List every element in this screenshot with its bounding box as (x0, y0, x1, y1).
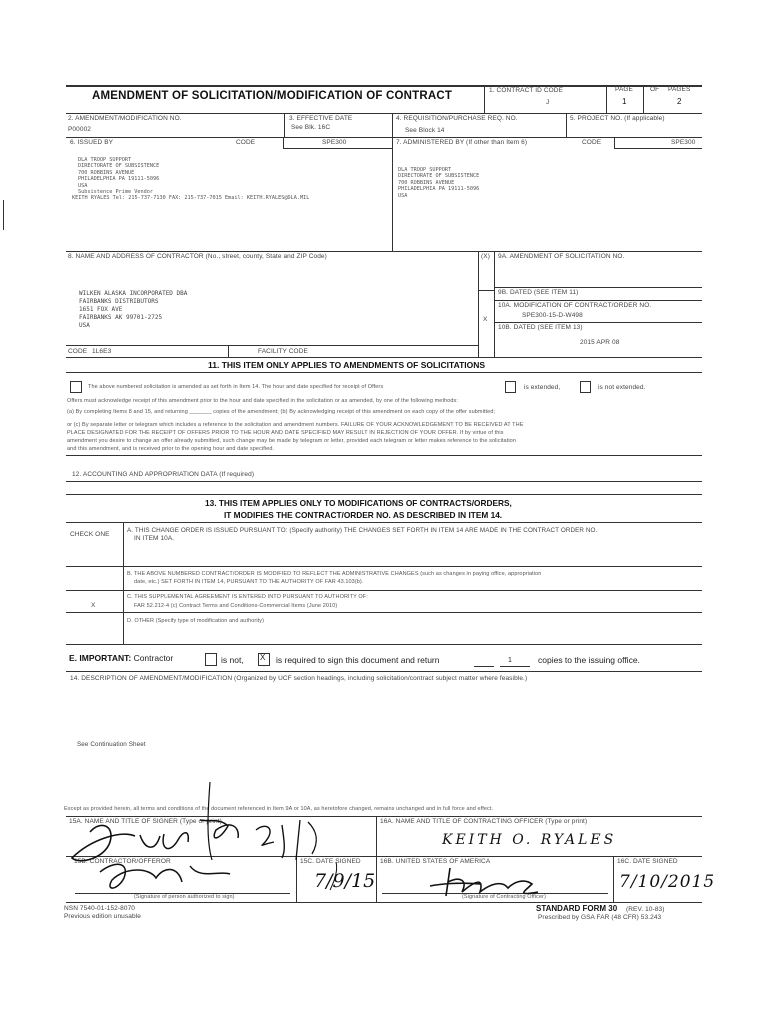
item16b-sig-caption: (Signature of Contracting Officer) (462, 894, 547, 900)
item-13d-line: D. OTHER (Specify type of modification and authority) (127, 618, 265, 624)
important-text3: copies to the issuing office. (538, 655, 640, 665)
pages-label: PAGES (668, 86, 691, 93)
administered-by-address: DLA TROOP SUPPORT DIRECTORATE OF SUBSISTENCE 700 ROBBINS AVENUE PHILADELPHIA PA 19111-5096 USA (398, 167, 480, 199)
section11-line2: Offers must acknowledge receipt of this amendment prior to the hour and date specified in the solicitation or as amended, by one of the following methods: (67, 398, 459, 404)
copies-value: 1 (508, 657, 512, 664)
item16c-value: 7/10/2015 (619, 872, 716, 892)
administered-code-value: SPE300 (671, 139, 696, 146)
nsn-label: NSN 7540-01-152-8070 (64, 905, 136, 912)
amendment-no-value: P00002 (68, 126, 92, 133)
section11-line5: PLACE DESIGNATED FOR THE RECEIPT OF OFFERS PRIOR TO THE HOUR AND DATE SPECIFIED MAY RESULT IN REJECTION OF YOUR OFFER. If by virtue of this (67, 430, 504, 436)
item15c-value: 7/9/15 (314, 870, 376, 892)
not-extended-checkbox[interactable] (580, 381, 591, 393)
is-not-label: is not, (221, 655, 244, 665)
section11-line1: The above numbered solicitation is amended as set forth in Item 14. The hour and date specified for receipt of Offers (88, 384, 384, 390)
issued-by-address: DLA TROOP SUPPORT DIRECTORATE OF SUBSISTENCE 700 ROBBINS AVENUE PHILADELPHIA PA 19111-5096 USA Subsistence Prime Vendor KEITH RYALES Tel: 215-737-7130 FAX: 215-737-7015 Email: KEITH.RYALES@DLA.MIL (72, 157, 310, 202)
important-text1: Contractor (133, 653, 174, 663)
item15b-label: 15B. CONTRACTOR/OFFEROR (74, 858, 171, 865)
item-13c-mark: X (91, 602, 96, 609)
requisition-label: 4. REQUISITION/PURCHASE REQ. NO. (396, 115, 518, 122)
item15a-label: 15A. NAME AND TITLE OF SIGNER (Type or print) (69, 818, 222, 825)
sf30-label: STANDARD FORM 30 (536, 904, 618, 913)
amendment-no-label: 2. AMENDMENT/MODIFICATION NO. (68, 115, 182, 122)
section11-line6: amendment you desire to change an offer already submitted, such change may be made by telegram or letter, provided each telegram or letter makes reference to the solicitation (67, 438, 516, 444)
item14-body: See Continuation Sheet (77, 741, 146, 748)
administered-code-label: CODE (582, 139, 602, 146)
is-not-checkbox[interactable] (205, 653, 217, 666)
effective-date-label: 3. EFFECTIVE DATE (289, 115, 353, 122)
item16c-label: 16C. DATE SIGNED (617, 858, 678, 865)
important-row (69, 653, 173, 663)
item16a-label: 16A. NAME AND TITLE OF CONTRACTING OFFICER (Type or print) (380, 818, 588, 825)
item-9b-label: 9B. DATED (SEE ITEM 11) (498, 289, 579, 296)
item16b-label: 16B. UNITED STATES OF AMERICA (380, 858, 491, 865)
check-one-label: CHECK ONE (70, 531, 110, 538)
item-13c-line2: FAR 52.212-4 (c) Contract Terms and Conditions-Commercial Items (June 2010) (134, 603, 338, 609)
of-label: OF (650, 86, 660, 93)
item-13b-line1: B. THE ABOVE NUMBERED CONTRACT/ORDER IS MODIFIED TO REFLECT THE ADMINISTRATIVE CHANGES (such as changes in paying office, appropriation (127, 571, 542, 577)
except-text: Except as provided herein, all terms and conditions of the document referenced in Item 9A or 10A, as heretofore changed, remains unchanged and in full force and effect. (64, 806, 494, 812)
item-9a-label: 9A. AMENDMENT OF SOLICITATION NO. (498, 253, 625, 260)
contract-id-code-value: J (546, 99, 550, 106)
extended-label: is extended, (524, 384, 561, 391)
item-13c-line1: C. THIS SUPPLEMENTAL AGREEMENT IS ENTERED INTO PURSUANT TO AUTHORITY OF: (127, 594, 368, 600)
item-13a-line1: A. THIS CHANGE ORDER IS ISSUED PURSUANT TO: (Specify authority) THE CHANGES SET FORTH IN ITEM 14 ARE MADE IN THE CONTRACT ORDER NO. (127, 527, 598, 534)
item-13b-line2: date, etc.) SET FORTH IN ITEM 14, PURSUANT TO THE AUTHORITY OF FAR 43.103(b). (134, 579, 364, 585)
item16a-value: KEITH O. RYALES (442, 832, 617, 848)
item-10a-label: 10A. MODIFICATION OF CONTRACT/ORDER NO. (498, 302, 652, 309)
not-extended-label: is not extended. (598, 384, 646, 391)
contractor-address: WILKEN ALASKA INCORPORATED DBA FAIRBANKS DISTRIBUTORS 1651 FOX AVE FAIRBANKS AK 99701-2725 USA (79, 290, 188, 329)
facility-code-label: FACILITY CODE (258, 348, 308, 355)
page-label: PAGE (615, 86, 633, 93)
previous-edition-label: Previous edition unusable (64, 913, 141, 920)
issued-code-value: SPE300 (322, 139, 347, 146)
sf30-rev: (REV. 10-83) (626, 906, 665, 913)
is-required-mark: X (260, 653, 266, 662)
issued-code-label: CODE (236, 139, 256, 146)
item14-label: 14. DESCRIPTION OF AMENDMENT/MODIFICATION (Organized by UCF section headings, including solicitation/contract subject matter where feasible.) (70, 675, 528, 682)
item-10a-value: SPE300-15-D-W498 (522, 312, 583, 319)
contract-id-code-label: 1. CONTRACT ID CODE (489, 87, 564, 94)
effective-date-value: See Blk. 16C (291, 124, 331, 131)
extended-checkbox[interactable] (505, 381, 516, 393)
accounting-label: 12. ACCOUNTING AND APPROPRIATION DATA (If required) (72, 471, 255, 478)
page-value: 1 (622, 97, 627, 106)
form-title: AMENDMENT OF SOLICITATION/MODIFICATION OF CONTRACT (92, 90, 453, 102)
contractor-code-label: CODE (68, 348, 88, 355)
x-mark-10a: X (483, 316, 488, 323)
project-no-label: 5. PROJECT NO. (If applicable) (570, 115, 665, 122)
item15c-label: 15C. DATE SIGNED (300, 858, 361, 865)
important-text2: is required to sign this document and return (276, 655, 440, 665)
administered-label: 7. ADMINISTERED BY (If other than Item 6) (396, 139, 528, 146)
pages-value: 2 (677, 97, 682, 106)
contractor-code-value: 1L6E3 (92, 348, 112, 355)
item-10b-value: 2015 APR 08 (580, 339, 620, 346)
section13-heading2: IT MODIFIES THE CONTRACT/ORDER NO. AS DESCRIBED IN ITEM 14. (224, 510, 503, 520)
requisition-value: See Block 14 (405, 127, 445, 134)
section11-line4: or (c) By separate letter or telegram which includes a reference to the solicitation and amendment numbers. FAILURE OF YOUR ACKNOWLEDGEMENT TO BE RECEIVED AT THE (67, 422, 524, 428)
item-10b-label: 10B. DATED (SEE ITEM 13) (498, 324, 583, 331)
x-column-label: (X) (481, 253, 490, 260)
issued-by-label: 6. ISSUED BY (70, 139, 114, 146)
amended-checkbox[interactable] (70, 381, 82, 393)
prescribed-label: Prescribed by GSA FAR (48 CFR) 53.243 (538, 914, 662, 921)
section13-heading1: 13. THIS ITEM APPLIES ONLY TO MODIFICATIONS OF CONTRACTS/ORDERS, (205, 498, 512, 508)
contracting-officer-signature (420, 862, 560, 902)
item15b-sig-caption: (Signature of person authorized to sign) (134, 894, 235, 900)
section11-line3: (a) By completing Items 8 and 15, and returning _______ copies of the amendment; (b) By acknowledging receipt of this amendment on each copy of the offer submitted; (67, 409, 496, 415)
important-label: E. IMPORTANT: (69, 653, 132, 663)
section11-line7: and this amendment, and is received prior to the opening hour and date specified. (67, 446, 275, 452)
section11-heading: 11. THIS ITEM ONLY APPLIES TO AMENDMENTS OF SOLICITATIONS (208, 360, 486, 370)
item-13a-line2: IN ITEM 10A. (134, 535, 175, 542)
contractor-signature (60, 770, 360, 900)
contractor-label: 8. NAME AND ADDRESS OF CONTRACTOR (No., street, county, State and ZIP Code) (68, 253, 327, 260)
